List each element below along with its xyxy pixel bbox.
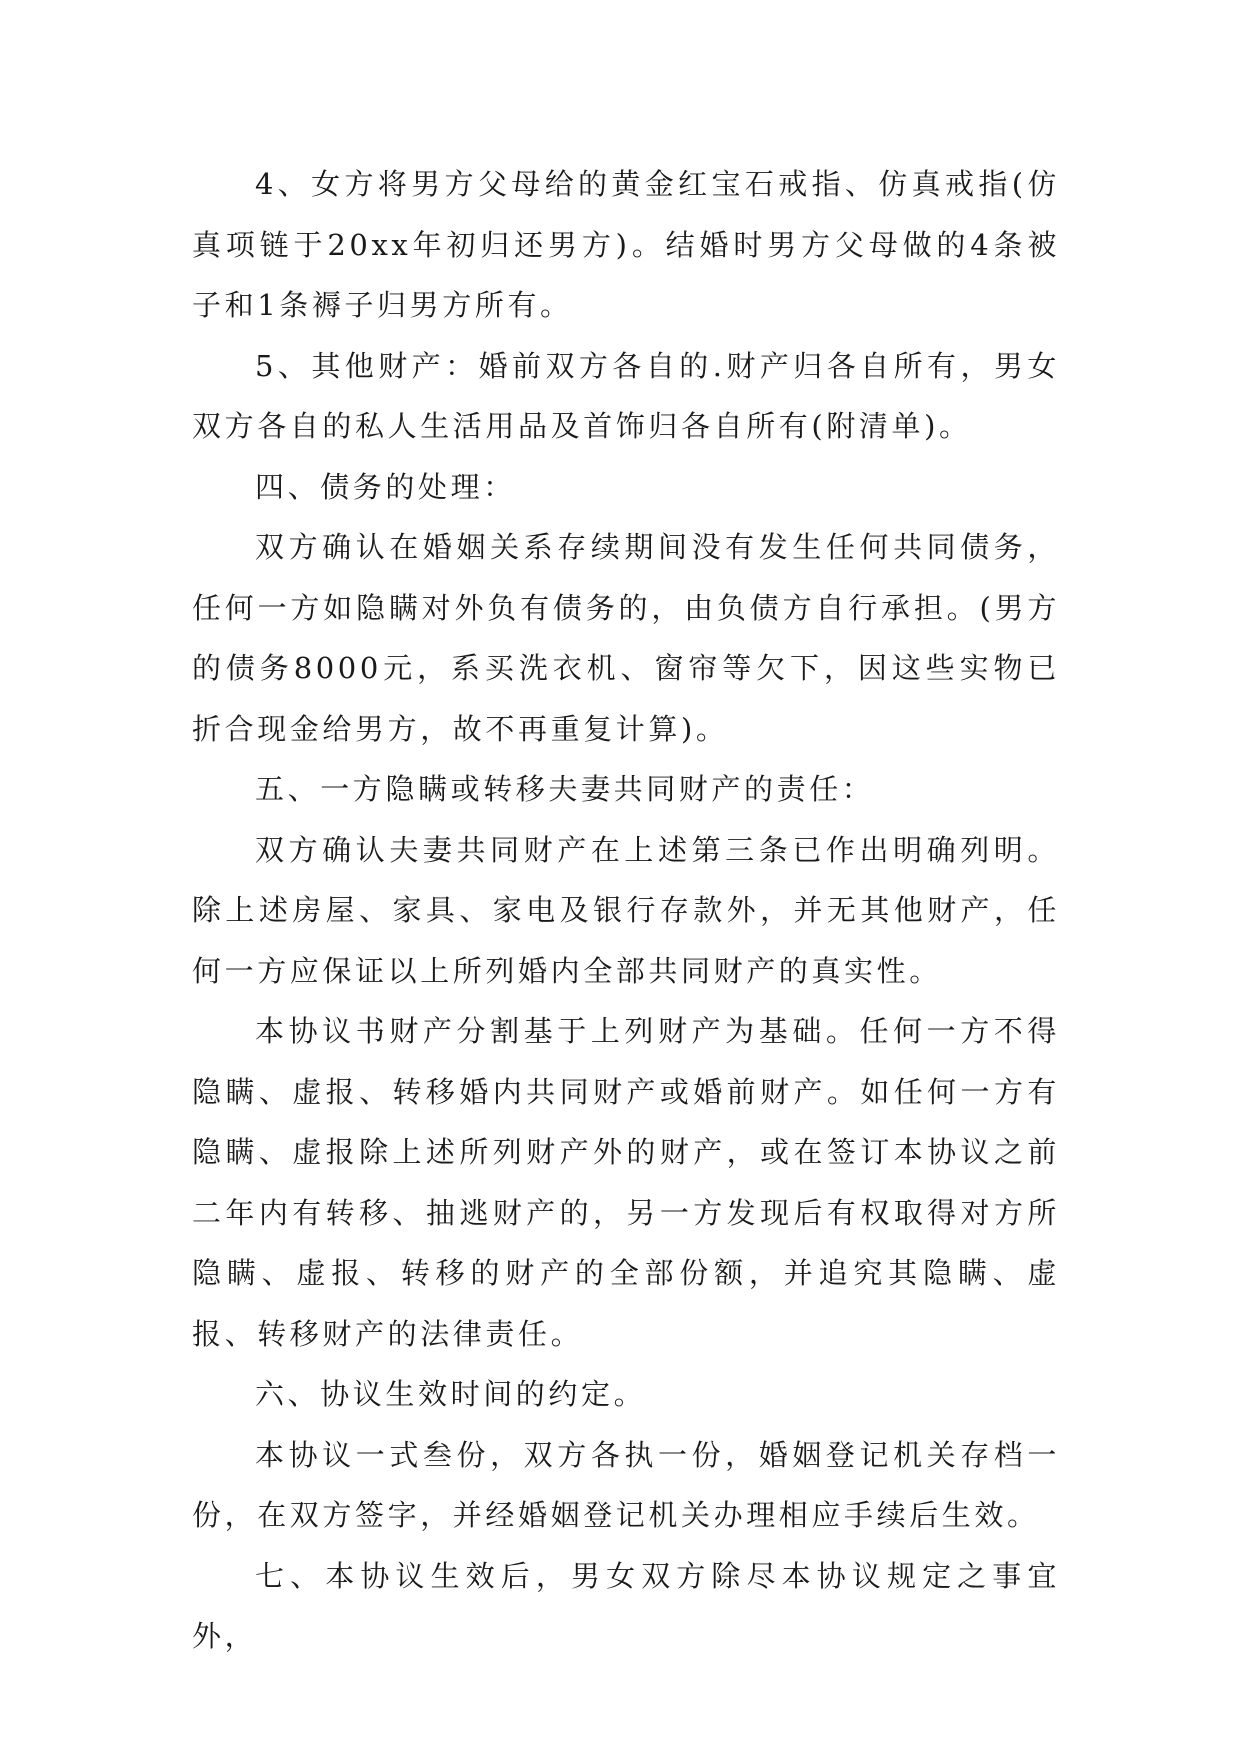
paragraph-debt-confirmation: 双方确认在婚姻关系存续期间没有发生任何共同债务，任何一方如隐瞒对外负有债务的，由负债方自行承担。(男方的债务8000元，系买洗衣机、窗帘等欠下，因这些实物已折合现金给男方，故不再重复计算)。 [192, 530, 1060, 746]
document-body [192, 154, 1060, 1667]
section-heading-effective-time: 六、协议生效时间的约定。 [255, 1377, 647, 1411]
paragraph-property-division-basis: 本协议书财产分割基于上列财产为基础。任何一方不得隐瞒、虚报、转移婚内共同财产或婚前财产。如任何一方有隐瞒、虚报除上述所列财产外的财产，或在签订本协议之前二年内有转移、抽逃财产的，另一方发现后有权取得对方所隐瞒、虚报、转移的财产的全部份额，并追究其隐瞒、虚报、转移财产的法律责任。 [192, 1014, 1060, 1351]
section-heading-debt: 四、债务的处理： [255, 469, 516, 504]
paragraph-item-7-after-effect: 七、本协议生效后，男女双方除尽本协议规定之事宜外， [192, 1558, 1060, 1653]
paragraph-item-5-other-property: 5、其他财产：婚前双方各自的.财产归各自所有，男女双方各自的私人生活用品及首饰归各自所有(附清单)。 [192, 348, 1060, 443]
paragraph-joint-property-confirmation: 双方确认夫妻共同财产在上述第三条已作出明确列明。除上述房屋、家具、家电及银行存款外，并无其他财产，任何一方应保证以上所列婚内全部共同财产的真实性。 [192, 832, 1060, 988]
section-heading-concealment-liability: 五、一方隐瞒或转移夫妻共同财产的责任： [255, 772, 875, 806]
paragraph-copies-and-effect: 本协议一式叁份，双方各执一份，婚姻登记机关存档一份，在双方签字，并经婚姻登记机关办理相应手续后生效。 [192, 1437, 1060, 1532]
paragraph-item-4-ring-return: 4、女方将男方父母给的黄金红宝石戒指、仿真戒指(仿真项链于20xx年初归还男方)。结婚时男方父母做的4条被子和1条褥子归男方所有。 [192, 167, 1060, 322]
